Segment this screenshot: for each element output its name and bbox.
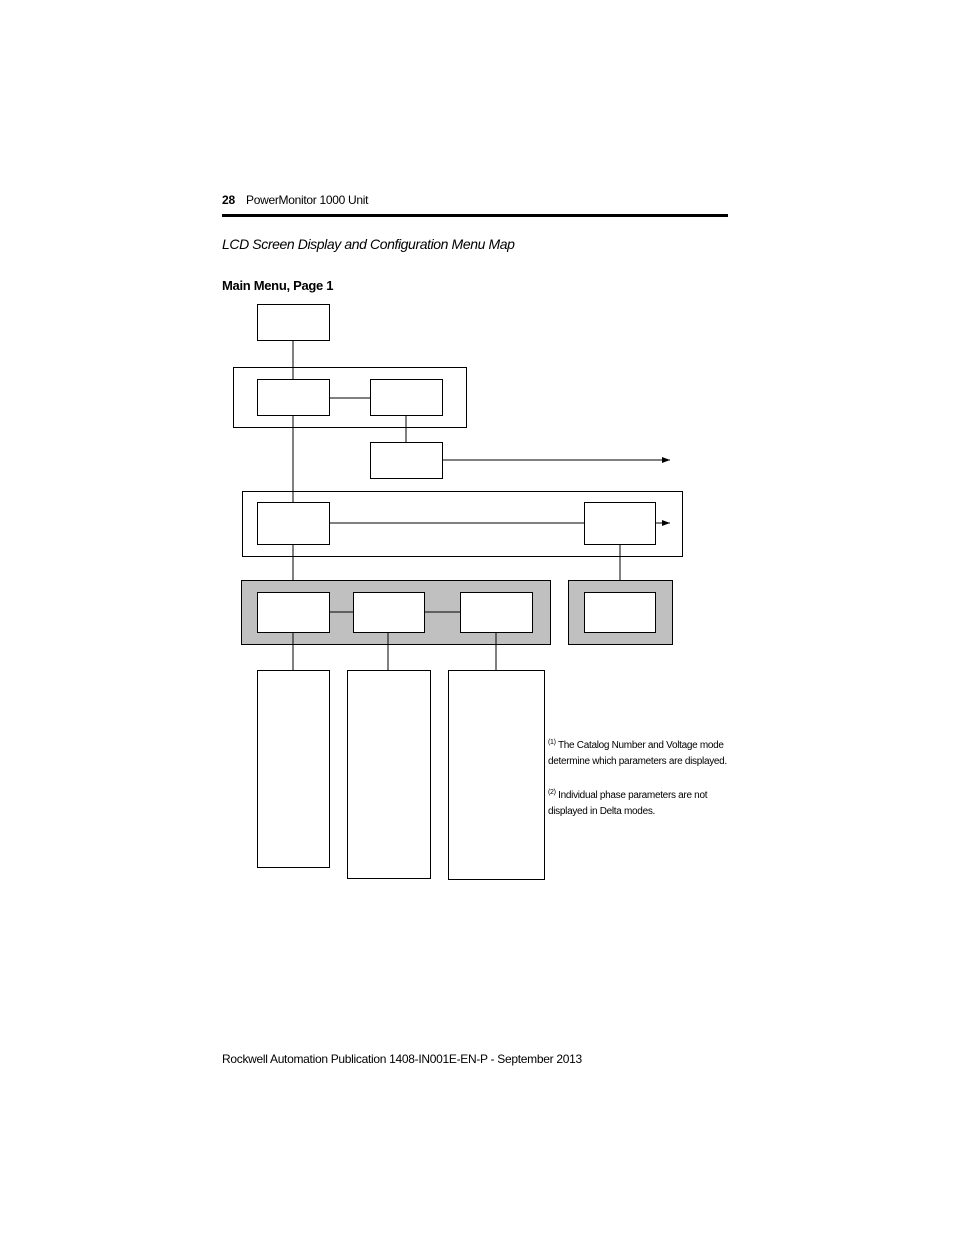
parameter-list-1: [258, 671, 330, 868]
footnote-1: [548, 738, 733, 770]
menu-node-top: [258, 305, 330, 341]
menu-node-group4-a: [585, 593, 656, 633]
footnote-text: Individual phase parameters are not displayed in Delta modes.: [548, 790, 708, 817]
menu-node-group1-a: [258, 380, 330, 416]
parameter-list-3: [449, 671, 545, 880]
menu-node-branch: [371, 443, 443, 479]
footnote-2: [548, 788, 733, 820]
parameter-list-2: [348, 671, 431, 879]
page-number: 28: [222, 193, 235, 207]
section-heading: Main Menu, Page 1: [222, 278, 334, 293]
map-title: LCD Screen Display and Configuration Menu Map: [222, 236, 515, 252]
menu-node-group3-b: [354, 593, 425, 633]
menu-node-group2-b: [585, 503, 656, 545]
menu-node-group3-c: [461, 593, 533, 633]
menu-group-2: [243, 492, 683, 557]
publication-footer: Rockwell Automation Publication 1408-IN001E-EN-P - September 2013: [222, 1052, 582, 1066]
running-title: PowerMonitor 1000 Unit: [246, 193, 369, 207]
menu-node-group2-a: [258, 503, 330, 545]
footnote-marker: (1): [548, 739, 556, 746]
footnote-marker: (2): [548, 789, 556, 796]
footnote-text: The Catalog Number and Voltage mode determine which parameters are displayed.: [548, 740, 727, 767]
menu-node-group3-a: [258, 593, 330, 633]
menu-node-group1-b: [371, 380, 443, 416]
